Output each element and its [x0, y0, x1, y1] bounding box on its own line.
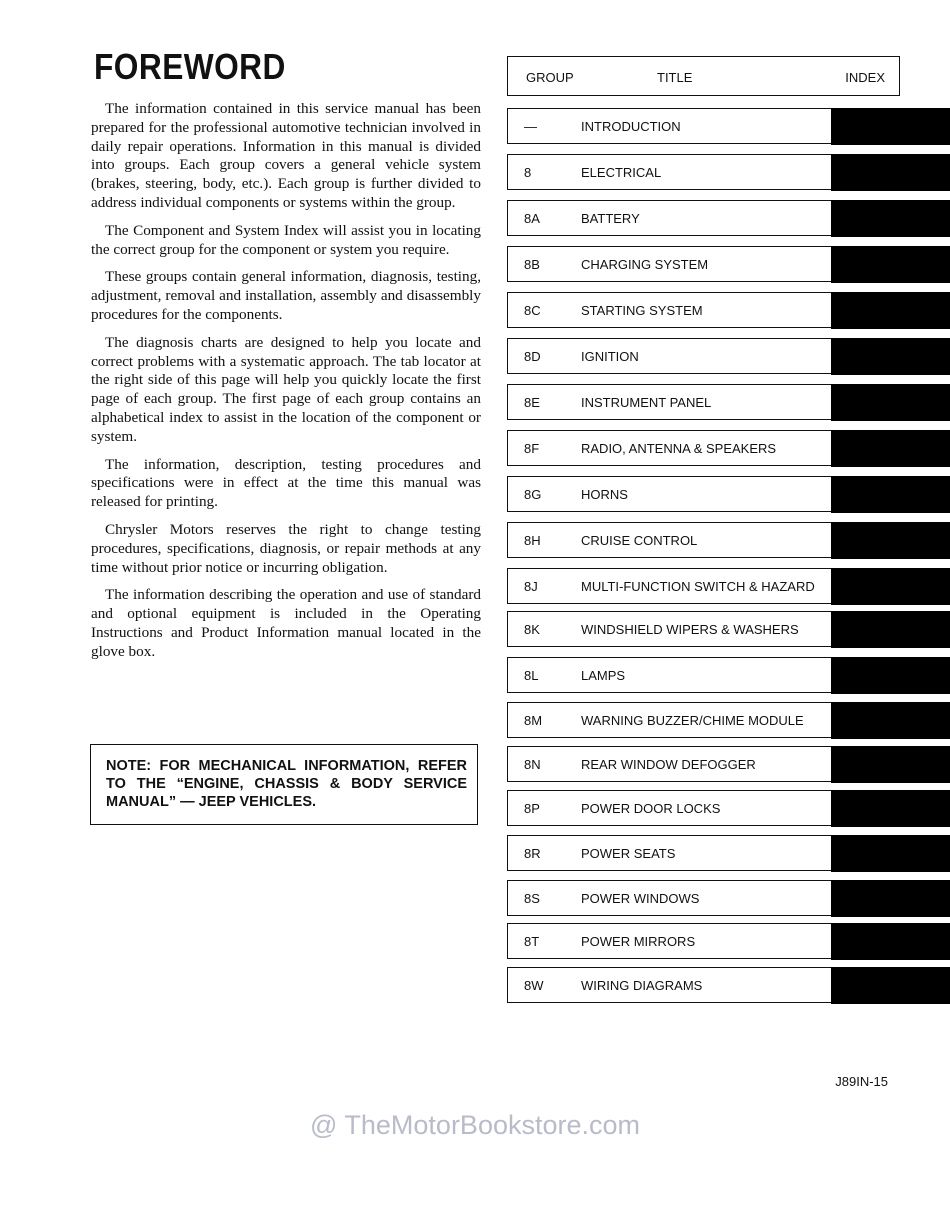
group-code: 8P — [524, 801, 540, 816]
index-tab[interactable] — [831, 967, 950, 1004]
index-table-header — [507, 56, 900, 96]
index-tab[interactable] — [831, 384, 950, 421]
group-code: 8B — [524, 257, 540, 272]
document-id: J89IN-15 — [835, 1074, 888, 1089]
watermark: @ TheMotorBookstore.com — [309, 1110, 641, 1140]
group-title: IGNITION — [581, 349, 639, 364]
group-code: 8A — [524, 211, 540, 226]
group-row-horns[interactable] — [507, 476, 950, 512]
group-code: 8S — [524, 891, 540, 906]
group-title: RADIO, ANTENNA & SPEAKERS — [581, 441, 777, 456]
group-row-electrical[interactable] — [507, 154, 950, 190]
group-title: LAMPS — [581, 668, 626, 683]
index-tab[interactable] — [831, 200, 950, 237]
group-row-lamps[interactable] — [507, 657, 950, 693]
group-code: 8R — [524, 846, 541, 861]
index-column-header: INDEX — [845, 70, 885, 85]
group-row-battery[interactable] — [507, 200, 950, 236]
group-code: 8G — [524, 487, 542, 502]
group-title: HORNS — [581, 487, 628, 502]
group-title: BATTERY — [581, 211, 640, 226]
group-code: 8W — [524, 978, 544, 993]
group-row-multi-function-switch[interactable] — [507, 568, 950, 604]
index-tab[interactable] — [831, 338, 950, 375]
group-row-power-mirrors[interactable] — [507, 923, 950, 959]
group-code: 8D — [524, 349, 541, 364]
group-title: INSTRUMENT PANEL — [581, 395, 712, 410]
group-title: STARTING SYSTEM — [581, 303, 703, 318]
group-row-wiring-diagrams[interactable] — [507, 967, 950, 1003]
group-title: WINDSHIELD WIPERS & WASHERS — [581, 622, 799, 637]
group-row-charging-system[interactable] — [507, 246, 950, 282]
index-tab[interactable] — [831, 476, 950, 513]
group-title: POWER DOOR LOCKS — [581, 801, 721, 816]
group-title: REAR WINDOW DEFOGGER — [581, 757, 756, 772]
group-row-cruise-control[interactable] — [507, 522, 950, 558]
index-tab[interactable] — [831, 657, 950, 694]
group-title: INTRODUCTION — [581, 119, 681, 134]
index-tab[interactable] — [831, 108, 950, 145]
group-code: 8K — [524, 622, 540, 637]
group-column-header: GROUP — [526, 70, 574, 85]
mechanical-note-box: NOTE: FOR MECHANICAL INFORMATION, REFER TO THE “ENGINE, CHASSIS & BODY SERVICE MANUAL” — JEEP VEHICLES. — [90, 744, 478, 825]
group-code: 8N — [524, 757, 541, 772]
group-title: POWER MIRRORS — [581, 934, 696, 949]
index-tab[interactable] — [831, 923, 950, 960]
group-code: 8L — [524, 668, 539, 683]
group-row-rear-window-defogger[interactable] — [507, 746, 950, 782]
paragraph: The information contained in this service manual has been prepared for the professional automotive technician involved in daily repair operations. Information in this manual is divided into groups. Each group covers a general vehicle system (brakes, steering, body, etc.). Each group is further divided to address individual components or systems within the group. — [91, 100, 481, 211]
group-code: 8F — [524, 441, 540, 456]
index-tab[interactable] — [831, 790, 950, 827]
group-title: CHARGING SYSTEM — [581, 257, 709, 272]
paragraph: The Component and System Index will assist you in locating the correct group for the component or system you require. — [91, 221, 481, 258]
index-tab[interactable] — [831, 154, 950, 191]
index-tab[interactable] — [831, 292, 950, 329]
group-title: POWER WINDOWS — [581, 891, 700, 906]
paragraph: The information describing the operation and use of standard and optional equipment is included in the Operating Instructions and Product Information manual located in the glove box. — [91, 586, 481, 660]
group-title: POWER SEATS — [581, 846, 676, 861]
group-code: 8H — [524, 533, 541, 548]
paragraph: The information, description, testing procedures and specifications were in effect at the time this manual was released for printing. — [91, 455, 481, 511]
group-row-ignition[interactable] — [507, 338, 950, 374]
index-tab[interactable] — [831, 611, 950, 648]
index-tab[interactable] — [831, 522, 950, 559]
index-tab[interactable] — [831, 430, 950, 467]
group-code: 8T — [524, 934, 540, 949]
group-code: 8M — [524, 713, 543, 728]
paragraph: These groups contain general information, diagnosis, testing, adjustment, removal and installation, assembly and disassembly procedures for the components. — [91, 268, 481, 323]
group-title: WARNING BUZZER/CHIME MODULE — [581, 713, 804, 728]
foreword-body — [91, 100, 481, 671]
group-title: MULTI-FUNCTION SWITCH & HAZARD — [581, 579, 815, 594]
index-tab[interactable] — [831, 568, 950, 605]
group-row-power-seats[interactable] — [507, 835, 950, 871]
index-tab[interactable] — [831, 746, 950, 783]
group-row-power-door-locks[interactable] — [507, 790, 950, 826]
index-tab[interactable] — [831, 702, 950, 739]
group-row-introduction[interactable] — [507, 108, 950, 144]
group-code: 8 — [524, 165, 532, 180]
group-row-radio-antenna-speakers[interactable] — [507, 430, 950, 466]
group-code: — — [524, 119, 537, 134]
page-title: FOREWORD — [94, 46, 286, 87]
index-tab[interactable] — [831, 246, 950, 283]
paragraph: The diagnosis charts are designed to help you locate and correct problems with a systematic approach. The tab locator at the right side of this page will help you quickly locate the first page of each group. The first page of each group contains an alphabetical index to assist in the location of the component or system. — [91, 333, 481, 445]
paragraph: Chrysler Motors reserves the right to change testing procedures, specifications, diagnosis, or repair methods at any time without prior notice or incurring obligation. — [91, 520, 481, 576]
group-code: 8J — [524, 579, 538, 594]
group-row-instrument-panel[interactable] — [507, 384, 950, 420]
group-code: 8E — [524, 395, 540, 410]
index-tab[interactable] — [831, 835, 950, 872]
group-title: WIRING DIAGRAMS — [581, 978, 703, 993]
group-row-warning-buzzer[interactable] — [507, 702, 950, 738]
group-row-starting-system[interactable] — [507, 292, 950, 328]
group-title: CRUISE CONTROL — [581, 533, 698, 548]
title-column-header: TITLE — [657, 70, 693, 85]
group-title: ELECTRICAL — [581, 165, 662, 180]
index-tab[interactable] — [831, 880, 950, 917]
group-row-windshield-wipers[interactable] — [507, 611, 950, 647]
group-code: 8C — [524, 303, 541, 318]
group-row-power-windows[interactable] — [507, 880, 950, 916]
